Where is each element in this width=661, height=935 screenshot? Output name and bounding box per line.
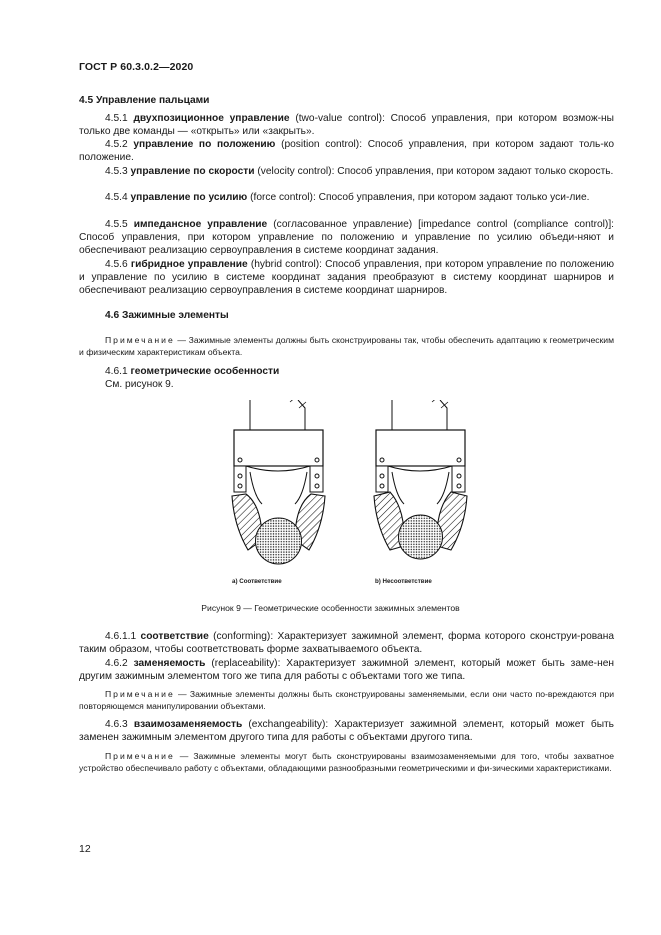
item-4-5-2: 4.5.2 управление по положению (position control): Способ управления, при котором задают толь-ко положение. [79, 139, 614, 164]
figure-label-a: а) Соответствие [232, 578, 282, 585]
item-4-5-1: 4.5.1 двухпозиционное управление (two-value control): Способ управления, при котором возмож-ны только две команды — «открыть» или «закрыть». [79, 113, 614, 138]
note-4-6-3: Примечание — Зажимные элементы могут быть сконструированы взаимозаменяемыми для того, чтобы захватное устройство обеспечивало работу с объектами, обладающими разнообразными геометрическими и фи-зическими характеристиками. [79, 751, 614, 773]
gripper-a-conforming [232, 400, 325, 564]
note-4-6-2: Примечание — Зажимные элементы должны быть сконструированы заменяемыми, если они часто по-вреждаются при повторяющемся манипулировании объектами. [79, 689, 614, 711]
figure-label-b: b) Несоответствие [375, 578, 432, 585]
item-4-6-1-1: 4.6.1.1 соответствие (conforming): Характеризует зажимной элемент, форма которого сконструи-рована таким образом, чтобы соответствовать форме захватываемого объекта. [79, 631, 614, 656]
section-4-6-heading: 4.6 Зажимные элементы [105, 310, 229, 321]
item-4-6-2: 4.6.2 заменяемость (replaceability): Характеризует зажимной элемент, который может быть заме-нен другим зажимным элементом того же типа для работы с объектами того же типа. [79, 658, 614, 683]
document-header: ГОСТ Р 60.3.0.2—2020 [79, 61, 194, 73]
section-4-5-heading: 4.5 Управление пальцами [79, 95, 210, 106]
page-number: 12 [79, 843, 91, 855]
see-figure-ref: См. рисунок 9. [105, 379, 174, 390]
item-4-5-6: 4.5.6 гибридное управление (hybrid control): Способ управления, при котором управление по положению и управление по усилию в системе координат задания преобразуют в систему координат шарниров и обеспечивают реализацию сервоуправления в системе координат шарниров. [79, 259, 614, 297]
figure-9-gripper-diagram [228, 400, 473, 590]
item-4-6-1: 4.6.1 геометрические особенности [105, 366, 280, 377]
item-4-5-3: 4.5.3 управление по скорости (velocity control): Способ управления, при котором задают только скорость. [105, 166, 614, 177]
figure-caption: Рисунок 9 — Геометрические особенности зажимных элементов [201, 603, 460, 613]
gripper-b-nonconforming [374, 400, 467, 559]
item-4-6-3: 4.6.3 взаимозаменяемость (exchangeability): Характеризует зажимной элемент, который может быть заменен зажимным элементом другого типа для работы с объектами другого типа. [79, 719, 614, 744]
item-4-5-5: 4.5.5 импедансное управление (согласованное управление) [impedance control (compliance control)]: Способ управления, при котором управление по положению и управление по усилию объеди-няют и обеспечивают реализацию сервоуправления в системе координат задания. [79, 219, 614, 257]
note-4-6: Примечание — Зажимные элементы должны быть сконструированы так, чтобы обеспечить адаптацию к геометрическим и физическим характеристикам объекта. [79, 335, 614, 357]
item-4-5-4: 4.5.4 управление по усилию (force control): Способ управления, при котором задают только уси-лие. [105, 192, 590, 203]
